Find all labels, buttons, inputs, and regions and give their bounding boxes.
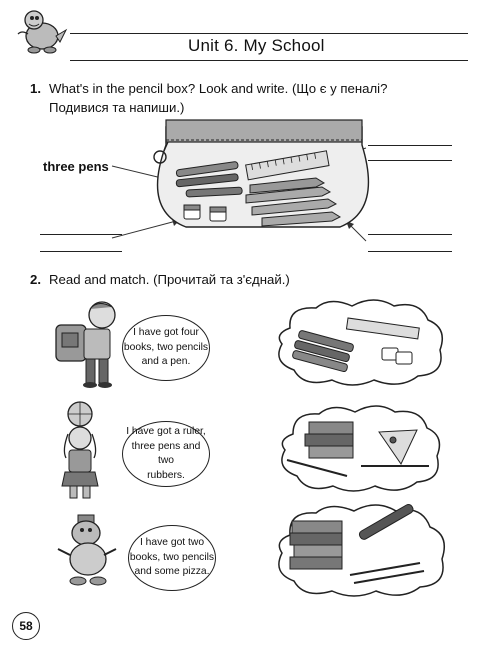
page-title: Unit 6. My School xyxy=(188,36,325,55)
header-rule-top xyxy=(70,33,468,34)
bubble-1-line3: and a pen. xyxy=(141,356,191,368)
speech-bubble-3[interactable] xyxy=(128,525,216,591)
speech-bubble-2[interactable] xyxy=(122,421,210,487)
girl-with-globe-figure xyxy=(52,400,110,502)
bubble-2-line2: three pens and two xyxy=(131,440,201,466)
dinosaur-figure xyxy=(54,515,120,587)
page-number: 58 xyxy=(12,612,40,640)
bubble-2-line1: I have got a ruler, xyxy=(126,426,206,437)
exercise-2-number: 2. xyxy=(30,272,41,287)
exercise-2-instruction xyxy=(30,270,470,289)
bubble-3-line1: I have got two xyxy=(139,537,205,549)
exercise-1-number: 1. xyxy=(30,81,41,96)
pencil-box-illustration xyxy=(100,115,380,245)
bubble-1-line2: books, two pencils xyxy=(123,341,209,353)
exercise-2-text: Read and match. (Прочитай та з'єднай.) xyxy=(49,272,290,287)
answer-line-right-2[interactable] xyxy=(368,160,452,161)
thought-cloud-3[interactable] xyxy=(270,503,450,599)
bubble-3-line2: books, two pencils xyxy=(129,551,215,563)
thought-cloud-2[interactable] xyxy=(275,404,445,494)
speech-bubble-1[interactable] xyxy=(122,315,210,381)
dinosaur-mascot-icon xyxy=(12,6,68,56)
thought-cloud-1[interactable] xyxy=(270,298,450,388)
exercise-1-line1: What's in the pencil box? Look and write. (Що є у пеналі? xyxy=(49,81,388,96)
example-answer: three pens xyxy=(43,159,109,174)
answer-line-right-3[interactable] xyxy=(368,234,452,235)
answer-line-left-2[interactable] xyxy=(40,251,122,252)
bubble-1-line1: I have got four xyxy=(133,327,199,339)
bubble-2-line3: rubbers. xyxy=(147,469,185,481)
answer-line-right-4[interactable] xyxy=(368,251,452,252)
exercise-1-instruction xyxy=(30,79,470,117)
header-rule-bottom xyxy=(70,60,468,61)
answer-line-right-1[interactable] xyxy=(368,145,452,146)
exercise-1-line2: Подивися та напиши.) xyxy=(49,100,185,115)
bubble-3-line3: and some pizza. xyxy=(134,566,210,578)
boy-with-backpack-figure xyxy=(50,297,126,389)
